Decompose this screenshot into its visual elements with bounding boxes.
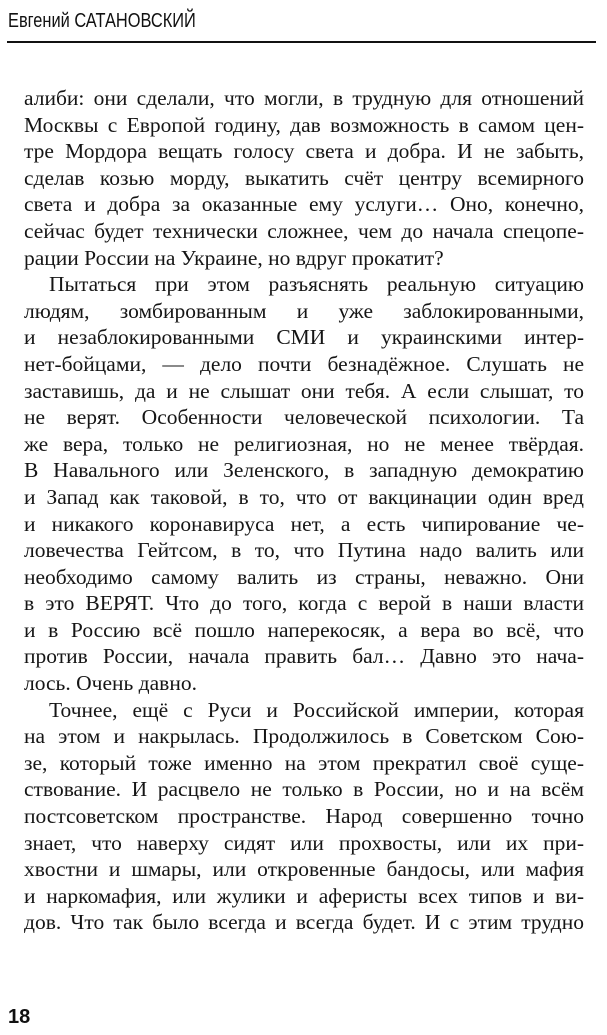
text-line: рации России на Украине, но вдруг прокатит? [24, 245, 444, 270]
text-line: на этом и накрылась. Продолжилось в Советском Сою- [24, 724, 584, 749]
text-line: тре Мордора вещать голосу света и добра. И не забыть, [24, 139, 584, 164]
text-line: в это ВЕРЯТ. Что до того, когда с верой в наши власти [24, 591, 584, 616]
text-line: ствование. И расцвело не только в России, но и на всём [24, 777, 584, 802]
text-line: и в Россию всё пошло наперекосяк, а вера во всё, что [24, 617, 584, 642]
text-line: не верят. Особенности человеческой психологии. Та [24, 405, 584, 430]
text-line: Точнее, ещё с Руси и Российской империи, которая [49, 697, 584, 722]
text-line: против России, начала править бал… Давно это нача- [24, 644, 584, 669]
running-head: Евгений САТАНОВСКИЙ [8, 10, 196, 32]
text-line: же вера, только не религиозная, но не менее твёрдая. [24, 431, 584, 456]
text-line: сейчас будет технически сложнее, чем до начала спецопе- [24, 218, 584, 243]
text-line: и наркомафия, или жулики и аферисты всех типов и ви- [24, 883, 584, 908]
text-line: людям, зомбированным и уже заблокированными, [24, 298, 584, 323]
text-line: и незаблокированными СМИ и украинскими интер- [24, 325, 584, 350]
text-line: нет-бойцами, — дело почти безнадёжное. Слушать не [24, 351, 584, 376]
text-line: дов. Что так было всегда и всегда будет. И с этим трудно [24, 910, 584, 935]
text-line: В Навального или Зеленского, в западную демократию [24, 458, 584, 483]
text-line: сделав козью морду, выкатить счёт центру всемирного [24, 165, 584, 190]
text-line: света и добра за оказанные ему услуги… Оно, конечно, [24, 192, 584, 217]
text-line: и Запад как таковой, в то, что от вакцинации один вред [24, 484, 584, 509]
text-line: лось. Очень давно. [24, 671, 197, 696]
body-text [24, 85, 584, 936]
text-line: ловечества Гейтсом, в то, что Путина надо валить или [24, 538, 584, 563]
paragraph-3 [24, 697, 584, 936]
paragraph-2 [24, 271, 584, 697]
text-line: необходимо самому валить из страны, неважно. Они [24, 564, 584, 589]
text-line: знает, что наверху сидят или прохвосты, или их при- [24, 830, 584, 855]
text-line: хвостни и шмары, или откровенные бандосы, или мафия [24, 857, 584, 882]
text-line: постсоветском пространстве. Народ совершенно точно [24, 804, 584, 829]
text-line: Пытаться при этом разъяснять реальную ситуацию [49, 272, 584, 297]
page-number: 18 [8, 1006, 31, 1028]
text-line: заставишь, да и не слышат они тебя. А если слышат, то [24, 378, 584, 403]
text-line: и никакого коронавируса нет, а есть чипирование че- [24, 511, 584, 536]
text-line: Москвы с Европой годину, дав возможность в самом цен- [24, 112, 584, 137]
header-rule [7, 41, 596, 43]
text-line: алиби: они сделали, что могли, в трудную для отношений [24, 86, 584, 110]
text-line: зе, который тоже именно на этом прекратил своё суще- [24, 750, 584, 775]
paragraph-1 [24, 85, 584, 271]
